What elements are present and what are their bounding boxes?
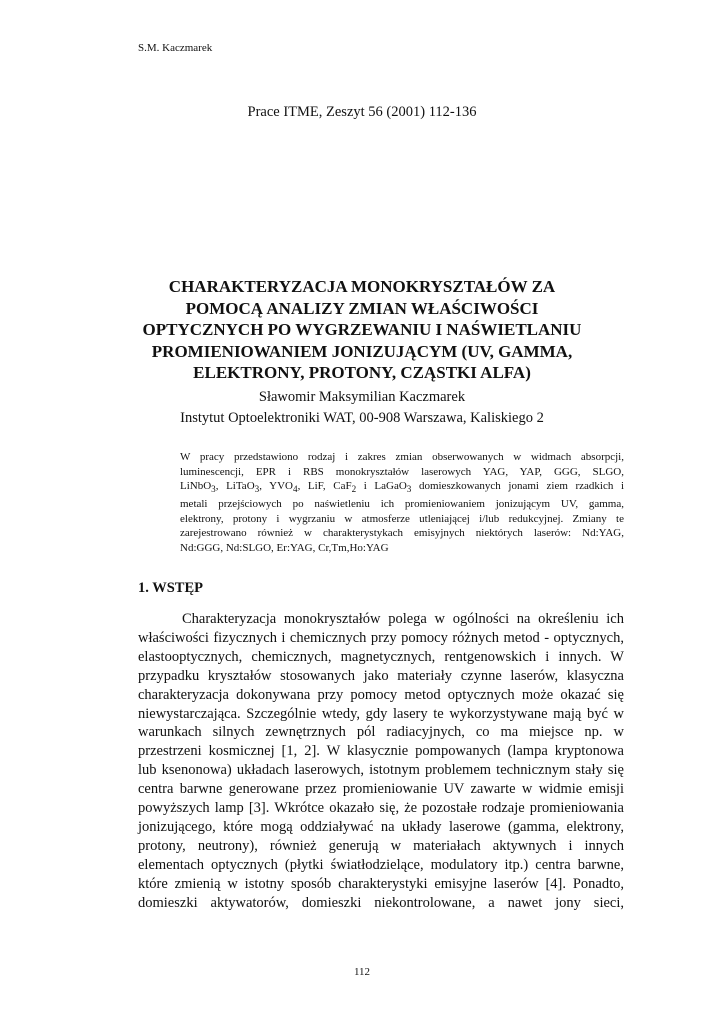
body-line: protony, neutrony), również generują w materiałach aktywnych i innych — [138, 837, 624, 854]
body-line: Charakteryzacja monokryształów polega w ogólności na określeniu ich — [182, 611, 624, 627]
body-line: przestrzeni kosmicznej [1, 2]. W klasycznie pompowanych (lampa kryptonowa — [138, 743, 624, 760]
journal-citation: Prace ITME, Zeszyt 56 (2001) 112-136 — [247, 104, 477, 120]
title-line: PROMIENIOWANIEM JONIZUJĄCYM (UV, GAMMA, — [151, 341, 573, 361]
body-line: powyższych lamp [3]. Wkrótce okazało się, że pozostałe rodzaje promieniowania — [138, 800, 624, 817]
body-line: jonizującego, które mogą oddziaływać na układy laserowe (gamma, elektrony, — [138, 818, 624, 835]
body-line: centra barwne generowane przez promieniowanie UV zawarte w widmie emisji — [138, 781, 624, 798]
paper-title — [120, 276, 604, 384]
title-line: POMOCĄ ANALIZY ZMIAN WŁAŚCIWOŚCI — [185, 298, 539, 318]
body-line: właściwości fizycznych i chemicznych przy pomocy różnych metod - optycznych, — [138, 629, 624, 646]
body-line: przypadku kryształów stosowanych jako materiały czynne laserów, klasyczna — [138, 667, 624, 684]
body-line: warunkach silnych zewnętrznych pól radiacyjnych, co ma miejsce np. w — [138, 724, 624, 741]
title-line: ELEKTRONY, PROTONY, CZĄSTKI ALFA) — [193, 363, 531, 382]
page-number: 112 — [353, 966, 371, 978]
abstract-line: zarejestrowano również w charakterystykach emisyjnych niektórych laserów: Nd:YAG, — [180, 527, 624, 540]
section-heading: 1. WSTĘP — [138, 580, 204, 596]
abstract-line: LiNbO$_3$, LiTaO$_3$, $YVO_4$, LiF, CaF$_2$ i LaGaO$_3$ domieszkowanych jonami ziem rzadkich i — [180, 480, 624, 495]
body-line: elementach optycznych (płytki światłodzielące, modulatory itp.) centra barwne, — [138, 856, 624, 873]
title-line: CHARAKTERYZACJA MONOKRYSZTAŁÓW ZA — [168, 277, 556, 296]
body-line: które zmienią w istotny sposób charakterystyki emisyjne laserów [4]. Ponadto, — [138, 875, 624, 892]
abstract-line: W pracy przedstawiono rodzaj i zakres zmian obserwowanych w widmach absorpcji, — [180, 451, 624, 463]
running-header-author: S.M. Kaczmarek — [138, 42, 213, 54]
body-line: charakteryzacja dokonywana przy pomocy metod optycznych może okazać się — [138, 686, 624, 703]
title-line: OPTYCZNYCH PO WYGRZEWANIU I NAŚWIETLANIU — [142, 320, 582, 339]
abstract-line: metali przejściowych po naświetleniu ich promieniowaniem jonizującym UV, gamma, — [180, 497, 624, 510]
body-line: niewystarczająca. Szczególnie wtedy, gdy lasery te wykorzystywane mają być w — [138, 705, 624, 722]
body-line: lub ksenonowa) układach laserowych, istotnym problemem technicznym stały się — [138, 762, 624, 779]
abstract-line: Nd:GGG, Nd:SLGO, Er:YAG, Cr,Tm,Ho:YAG — [180, 541, 389, 554]
abstract — [180, 450, 624, 555]
body-paragraph — [138, 610, 624, 913]
author-name: Sławomir Maksymilian Kaczmarek — [258, 389, 466, 405]
author-affiliation: Instytut Optoelektroniki WAT, 00-908 Warszawa, Kaliskiego 2 — [180, 410, 544, 426]
body-line: elastooptycznych, chemicznych, magnetycznych, rentgenowskich i innych. W — [138, 648, 624, 665]
body-line: domieszki aktywatorów, domieszki niekontrolowane, a nawet jony sieci, — [138, 894, 624, 911]
abstract-line: luminescencji, EPR i RBS monokryształów laserowych YAG, YAP, GGG, SLGO, — [180, 465, 624, 478]
abstract-line: elektrony, protony i wygrzaniu w atmosferze utleniającej i/lub redukcyjnej. Zmiany te — [180, 512, 624, 525]
